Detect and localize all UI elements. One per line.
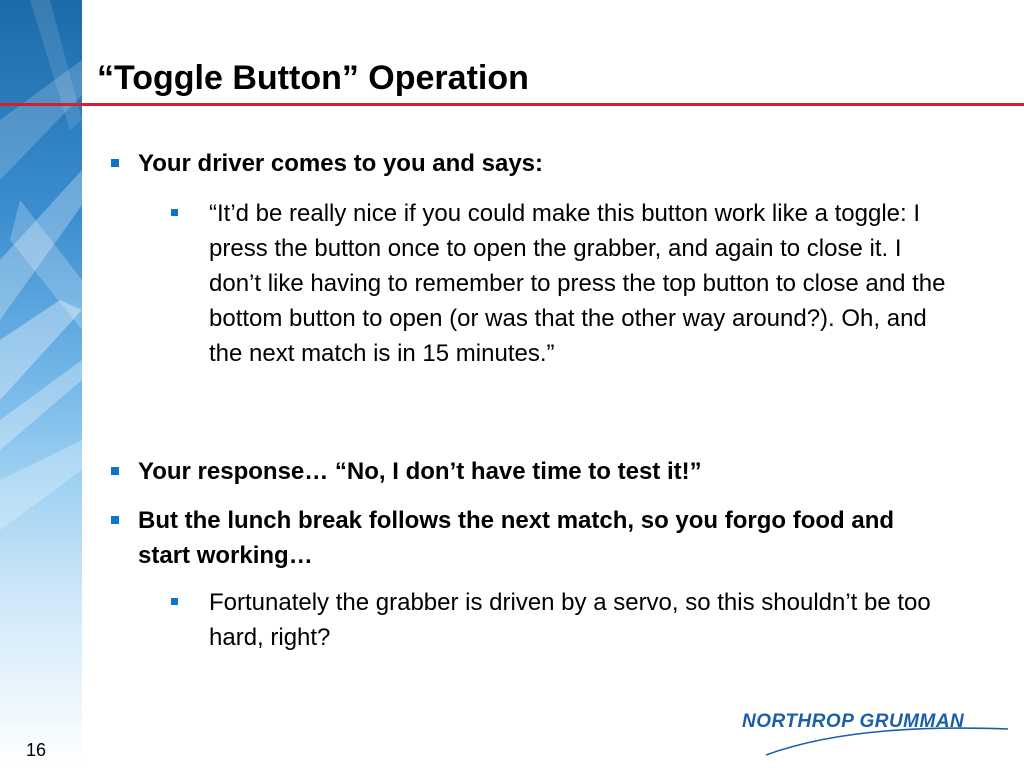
bullet-text: Your driver comes to you and says:: [138, 150, 544, 177]
slide-title: “Toggle Button” Operation: [97, 59, 529, 97]
bullet-text: Your response… “No, I don’t have time to test it!”: [138, 458, 702, 485]
square-bullet-icon: [111, 159, 119, 167]
bullet-item: [138, 146, 938, 181]
bullet-text: But the lunch break follows the next match, so you forgo food and start working…: [138, 507, 895, 569]
svg-text:NORTHROP GRUMMAN: NORTHROP GRUMMAN: [742, 711, 965, 732]
bullet-item: [138, 454, 938, 489]
sub-bullet-text: “It’d be really nice if you could make this button work like a toggle: I press the button once to open the grabber, and again to close it. I don’t like having to remember to press the top button to close and the bottom button to open (or was that the other way around?). Oh, and the next match is in 15 minutes.”: [209, 200, 946, 367]
light-streak-graphic: [0, 0, 82, 768]
decorative-side-band: [0, 0, 82, 768]
square-bullet-icon: [171, 598, 178, 605]
title-divider: [0, 103, 1024, 106]
square-bullet-icon: [111, 516, 119, 524]
page-number: 16: [26, 740, 47, 760]
sub-bullet-item: [209, 196, 959, 371]
northrop-grumman-logo: [736, 705, 1012, 759]
square-bullet-icon: [111, 467, 119, 475]
sub-bullet-item: [209, 585, 959, 655]
sub-bullet-text: Fortunately the grabber is driven by a servo, so this shouldn’t be too hard, right?: [209, 589, 931, 651]
bullet-item: [138, 503, 938, 573]
square-bullet-icon: [171, 209, 178, 216]
